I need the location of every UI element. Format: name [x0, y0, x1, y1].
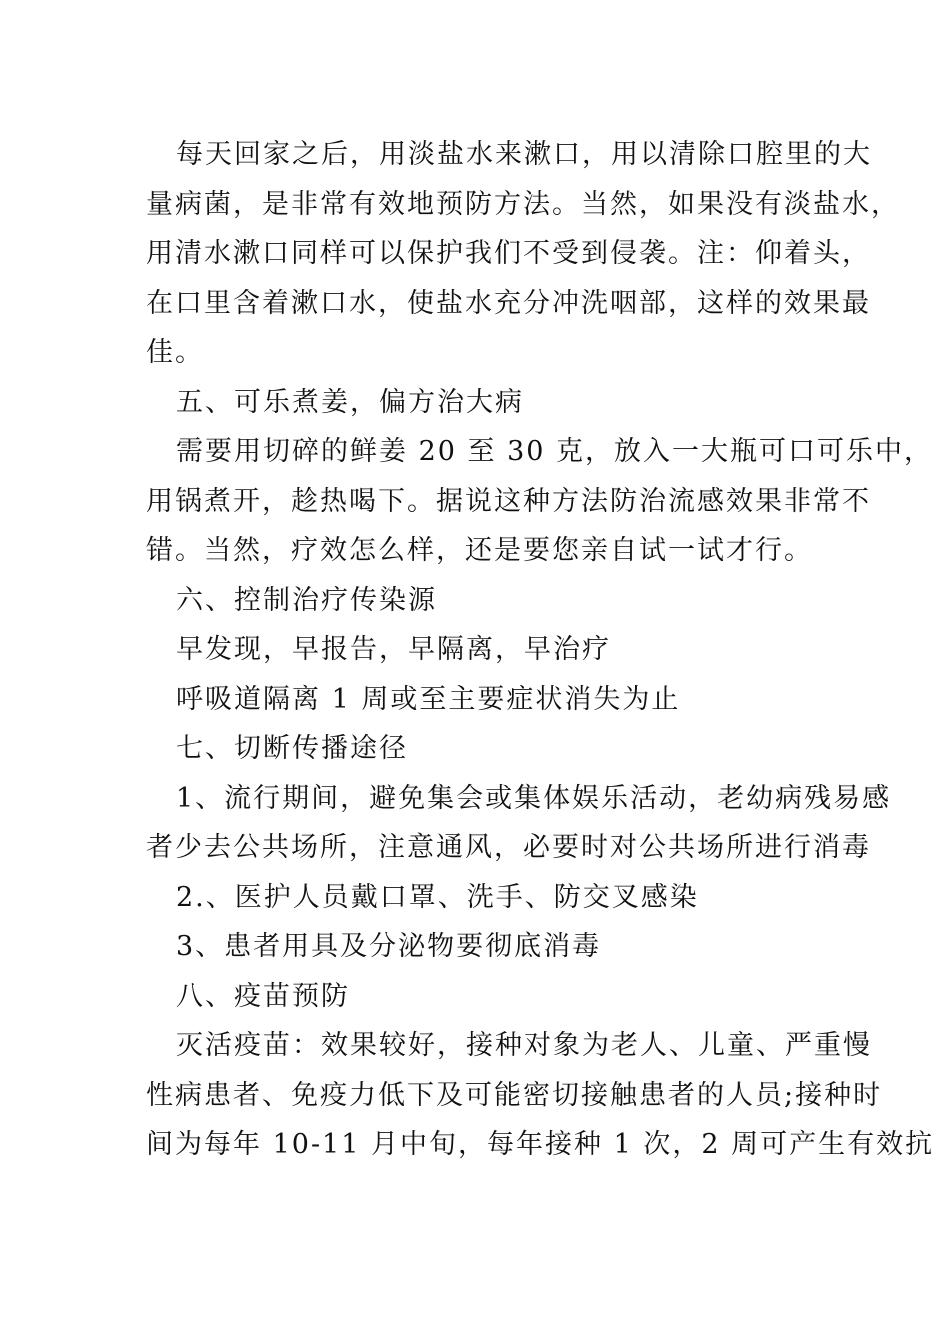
paragraph-early-detection [146, 625, 806, 675]
text-line: 在口里含着漱口水，使盐水充分冲洗咽部，这样的效果最 [146, 287, 871, 319]
document-body [146, 130, 935, 1170]
list-item-1 [146, 774, 892, 873]
text-line: 3、患者用具及分泌物要彻底消毒 [176, 931, 602, 962]
text-line: 每天回家之后，用淡盐水来漱口，用以清除口腔里的大 [176, 139, 872, 170]
list-item-3 [146, 922, 806, 972]
heading-section-7 [146, 724, 806, 774]
paragraph-isolation [146, 675, 806, 725]
text-line: 1、流行期间，避免集会或集体娱乐活动，老幼病残易感 [176, 782, 892, 814]
text-line: 量病菌，是非常有效地预防方法。当然，如果没有淡盐水， [146, 188, 900, 220]
text-line: 佳。 [146, 337, 204, 368]
paragraph-vaccine [146, 1021, 935, 1170]
text-line: 需要用切碎的鲜姜 20 至 30 克，放入一大瓶可口可乐中， [176, 436, 934, 467]
text-line: 者少去公共场所，注意通风，必要时对公共场所进行消毒 [146, 832, 871, 863]
text-line: 性病患者、免疫力低下及可能密切接触患者的人员;接种时 [146, 1079, 883, 1111]
text-line: 呼吸道隔离 1 周或至主要症状消失为止 [176, 683, 681, 715]
section-heading: 五、可乐煮姜，偏方治大病 [176, 386, 524, 418]
paragraph-gargle [146, 130, 900, 378]
section-heading: 七、切断传播途径 [176, 733, 408, 764]
list-item-2 [146, 873, 806, 923]
text-line: 灭活疫苗：效果较好，接种对象为老人、儿童、严重慢 [176, 1030, 872, 1061]
heading-section-5 [146, 378, 806, 428]
text-line: 间为每年 10-11 月中旬，每年接种 1 次，2 周可产生有效抗 [146, 1129, 935, 1160]
heading-section-8 [146, 972, 806, 1022]
paragraph-cola-ginger [146, 427, 934, 576]
text-line: 2.、医护人员戴口罩、洗手、防交叉感染 [176, 881, 699, 913]
text-line: 用清水漱口同样可以保护我们不受到侵袭。注：仰着头， [146, 238, 871, 269]
text-line: 早发现，早报告，早隔离，早治疗 [176, 634, 611, 665]
heading-section-6 [146, 576, 806, 626]
section-heading: 八、疫苗预防 [176, 980, 350, 1012]
section-heading: 六、控制治疗传染源 [176, 584, 437, 616]
text-line: 用锅煮开，趁热喝下。据说这种方法防治流感效果非常不 [146, 485, 871, 517]
text-line: 错。当然，疗效怎么样，还是要您亲自试一试才行。 [146, 535, 813, 566]
